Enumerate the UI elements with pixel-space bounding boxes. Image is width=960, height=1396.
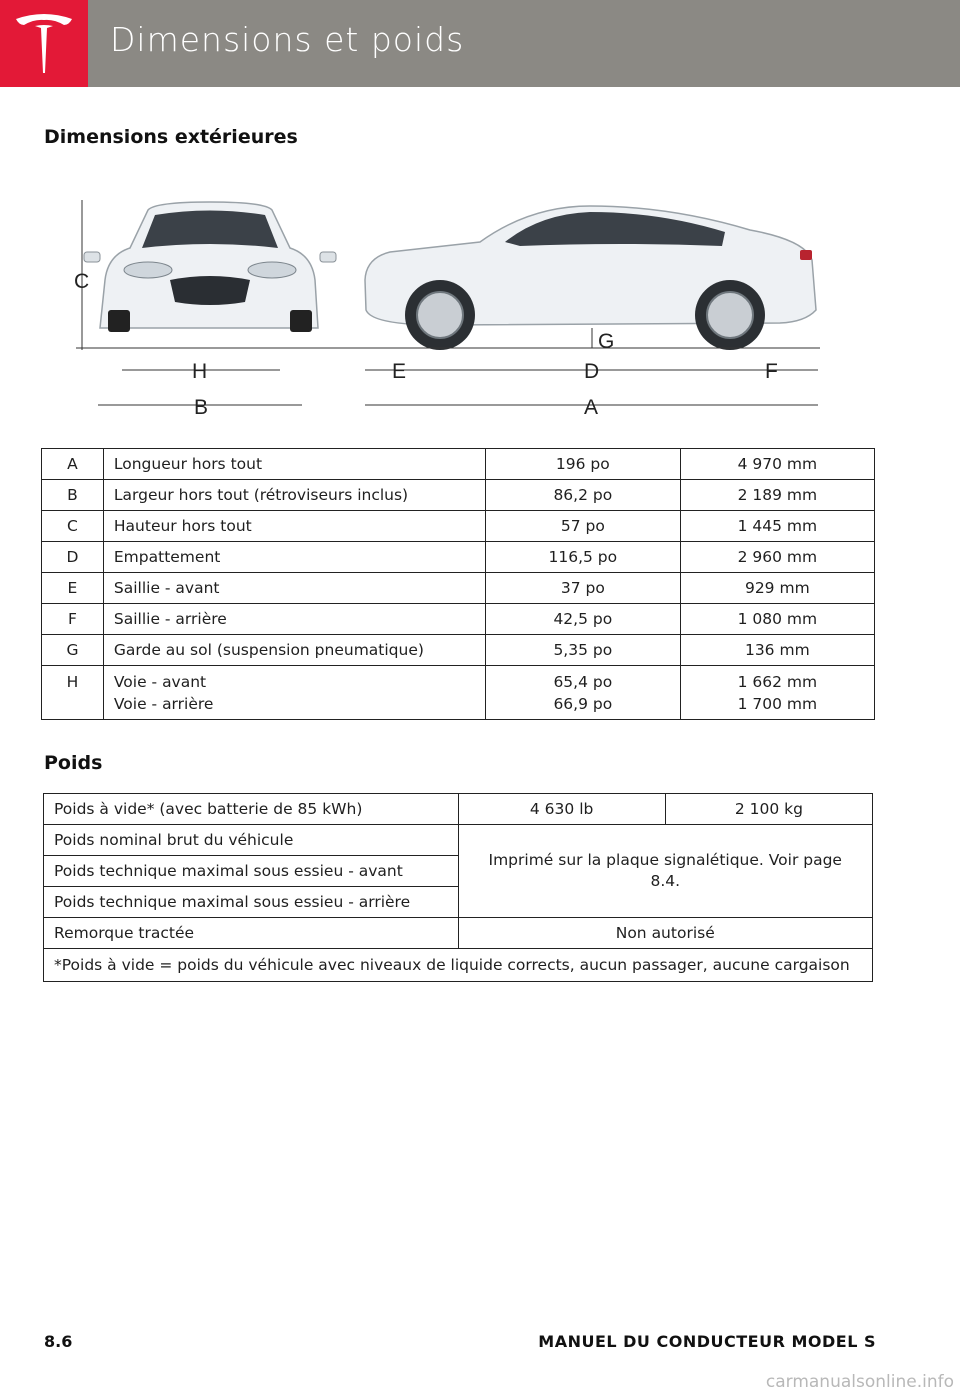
dim-mm: 1 445 mm (680, 511, 874, 542)
weight-label: Poids technique maximal sous essieu - avant (44, 856, 459, 887)
vehicle-dimensions-figure (60, 160, 860, 430)
label-E: E (392, 360, 407, 383)
table-row (42, 573, 875, 604)
label-B: B (194, 396, 209, 419)
page-title: Dimensions et poids (110, 20, 465, 59)
dim-inch: 116,5 po (486, 542, 681, 573)
manual-title: MANUEL DU CONDUCTEUR MODEL S (538, 1332, 876, 1351)
dim-letter: C (42, 511, 104, 542)
page-number: 8.6 (44, 1332, 73, 1351)
weight-label: Poids nominal brut du véhicule (44, 825, 459, 856)
dim-mm: 2 189 mm (680, 480, 874, 511)
dim-inch: 57 po (486, 511, 681, 542)
dim-mm: 929 mm (680, 573, 874, 604)
weight-kg: 2 100 kg (665, 794, 872, 825)
table-row (42, 449, 875, 480)
table-row (44, 794, 873, 825)
weight-label: Poids technique maximal sous essieu - arrière (44, 887, 459, 918)
dim-mm: 4 970 mm (680, 449, 874, 480)
dim-mm: 2 960 mm (680, 542, 874, 573)
dim-inch: 42,5 po (486, 604, 681, 635)
dim-desc: Saillie - avant (103, 573, 485, 604)
tesla-logo-icon (14, 11, 74, 75)
plate-note: Imprimé sur la plaque signalétique. Voir page 8.4. (458, 825, 873, 918)
table-row (44, 918, 873, 949)
footnote: *Poids à vide = poids du véhicule avec niveaux de liquide corrects, aucun passager, aucune cargaison (44, 949, 873, 982)
table-row (42, 542, 875, 573)
section-title-weight: Poids (44, 752, 103, 774)
watermark: carmanualsonline.info (765, 1372, 954, 1392)
label-A: A (584, 396, 599, 419)
trailer-value: Non autorisé (458, 918, 873, 949)
label-D: D (584, 360, 600, 383)
dim-inch: 86,2 po (486, 480, 681, 511)
side-view-car (365, 206, 816, 350)
table-row (42, 511, 875, 542)
dim-desc-line: Voie - arrière (113, 695, 214, 713)
label-G: G (598, 330, 615, 353)
table-row (42, 604, 875, 635)
weight-lb: 4 630 lb (458, 794, 665, 825)
label-C: C (74, 270, 90, 293)
label-F: F (765, 360, 778, 383)
label-H: H (192, 360, 208, 383)
section-title-exterior: Dimensions extérieures (44, 126, 298, 148)
dim-desc (103, 666, 485, 720)
dim-mm: 136 mm (680, 635, 874, 666)
dim-inch-line: 65,4 po (553, 673, 613, 691)
dim-letter: H (42, 666, 104, 720)
dim-desc: Garde au sol (suspension pneumatique) (103, 635, 485, 666)
dim-inch: 37 po (486, 573, 681, 604)
dim-letter: A (42, 449, 104, 480)
dim-inch: 196 po (486, 449, 681, 480)
logo-box (0, 0, 88, 87)
dim-desc: Empattement (103, 542, 485, 573)
dim-letter: E (42, 573, 104, 604)
weights-table (43, 793, 873, 982)
dim-inch: 5,35 po (486, 635, 681, 666)
dim-desc: Saillie - arrière (103, 604, 485, 635)
table-row (42, 635, 875, 666)
dim-letter: B (42, 480, 104, 511)
table-row (44, 825, 873, 856)
dim-desc-line: Voie - avant (113, 673, 207, 691)
dim-letter: F (42, 604, 104, 635)
dim-mm: 1 080 mm (680, 604, 874, 635)
dim-desc: Largeur hors tout (rétroviseurs inclus) (103, 480, 485, 511)
dim-desc: Hauteur hors tout (103, 511, 485, 542)
table-row (42, 666, 875, 720)
dim-letter: G (42, 635, 104, 666)
table-row (44, 949, 873, 982)
dim-inch (486, 666, 681, 720)
weight-label: Remorque tractée (44, 918, 459, 949)
dim-inch-line: 66,9 po (553, 695, 613, 713)
dimensions-table (41, 448, 875, 720)
table-row (42, 480, 875, 511)
dim-mm (680, 666, 874, 720)
dim-mm-line: 1 700 mm (737, 695, 818, 713)
dim-letter: D (42, 542, 104, 573)
front-view-car (84, 202, 336, 332)
weight-label: Poids à vide* (avec batterie de 85 kWh) (44, 794, 459, 825)
dim-mm-line: 1 662 mm (737, 673, 818, 691)
dim-desc: Longueur hors tout (103, 449, 485, 480)
